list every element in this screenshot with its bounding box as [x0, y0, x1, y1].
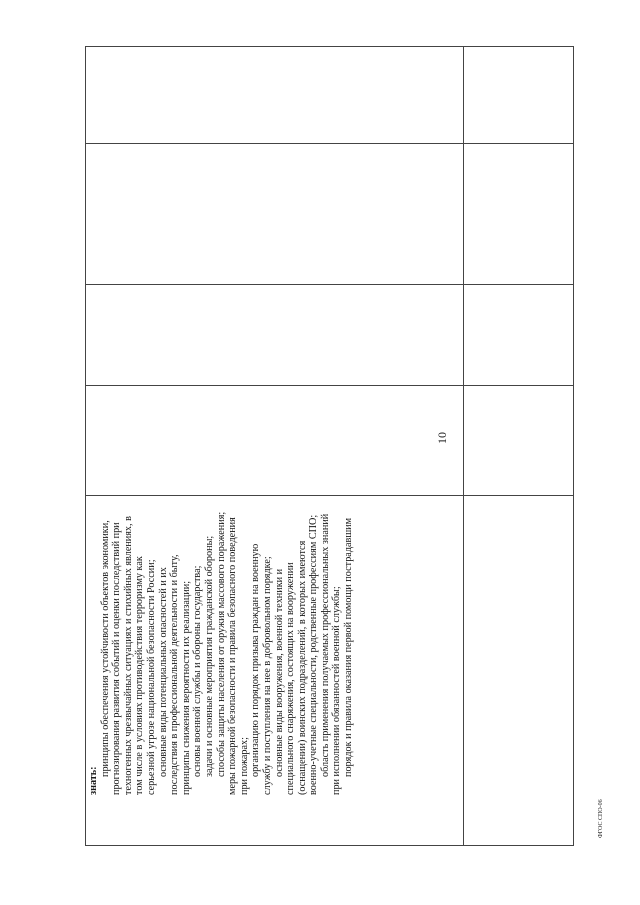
table-row-divider [86, 385, 573, 386]
table-row-divider [86, 495, 573, 496]
knowledge-cell [86, 505, 463, 801]
knowledge-label: знать: [88, 766, 99, 795]
knowledge-item: основные виды вооружения, военной техники и специального снаряжения, состоящих на вооружении (оснащении) воинских подразделений, в которых имеются военно-учетные специальности, родственные профессиям СПО; [273, 514, 320, 795]
knowledge-item: основы военной службы и обороны государства; [192, 565, 204, 777]
document-footer: ФГОС СПО-06 [598, 799, 604, 838]
knowledge-item: порядок и правила оказания первой помощи пострадавшим [343, 517, 355, 777]
knowledge-item: способы защиты населения от оружия массового поражения; меры пожарной безопасности и правила безопасного поведения при пожарах; [215, 511, 250, 795]
table-column-divider [463, 47, 464, 845]
knowledge-item: задачи и основные мероприятия гражданской обороны; [203, 535, 215, 777]
table-row-divider [86, 143, 573, 144]
knowledge-item: область применения получаемых профессиональных знаний при исполнении обязанностей военной службы; [319, 513, 343, 795]
competency-table [85, 46, 574, 846]
knowledge-item: принципы обеспечения устойчивости объектов экономики, прогнозирования развития событий и оценки последствий при техногенных чрезвычайных ситуациях и стихийных явлениях, в том числе в условиях противодействия терроризму как серьезной угрозе национальной безопасности России; [99, 516, 157, 795]
knowledge-item: организацию и порядок призыва граждан на военную службу и поступления на нее в добровольном порядке; [250, 543, 273, 795]
page-number: 10 [435, 432, 449, 444]
table-row-divider [86, 284, 573, 285]
knowledge-item: основные виды потенциальных опасностей и их последствия в профессиональной деятельности и быту, принципы снижения вероятности их реализации; [157, 554, 192, 795]
